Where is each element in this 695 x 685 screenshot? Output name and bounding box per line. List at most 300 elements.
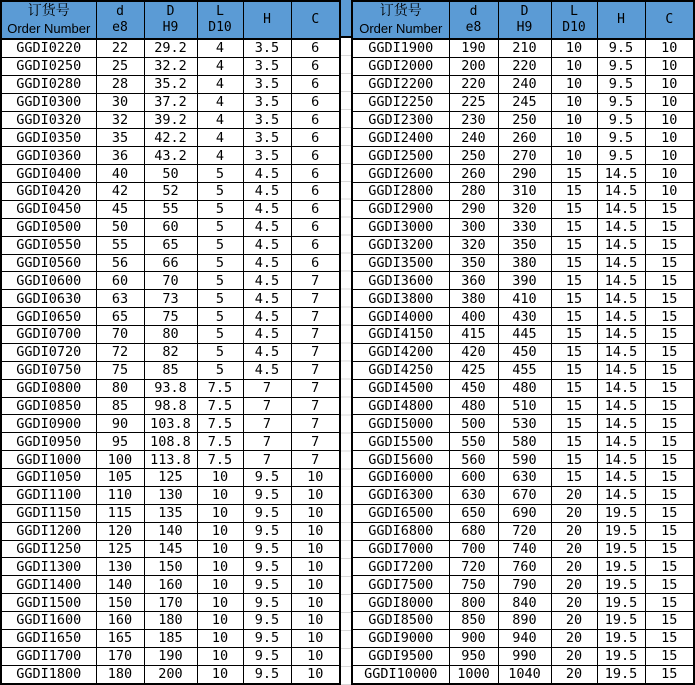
header-order-number-en: Order Number	[359, 20, 443, 36]
value-cell: 480	[498, 379, 551, 397]
value-cell: 19.5	[597, 647, 645, 665]
value-cell: 15	[551, 165, 597, 183]
table-row	[352, 200, 694, 218]
value-cell: 5	[197, 254, 243, 272]
order-number-cell: GGDI3500	[352, 254, 449, 272]
table-row	[352, 308, 694, 326]
value-cell: 15	[645, 594, 694, 612]
header-H	[597, 1, 645, 39]
value-cell: 300	[449, 218, 498, 236]
value-cell: 115	[96, 504, 144, 522]
order-number-cell: GGDI0800	[1, 379, 96, 397]
value-cell: 1000	[449, 665, 498, 684]
table-row	[1, 433, 340, 451]
value-cell: 410	[498, 290, 551, 308]
header-d	[449, 1, 498, 39]
table-row	[1, 486, 340, 504]
value-cell: 95	[96, 433, 144, 451]
value-cell: 100	[96, 451, 144, 469]
order-number-cell: GGDI2400	[352, 129, 449, 147]
value-cell: 330	[498, 218, 551, 236]
value-cell: 4.5	[243, 254, 291, 272]
value-cell: 630	[498, 469, 551, 487]
table-row	[352, 612, 694, 630]
value-cell: 10	[291, 647, 340, 665]
order-number-cell: GGDI3000	[352, 218, 449, 236]
value-cell: 4.5	[243, 361, 291, 379]
value-cell: 7.5	[197, 451, 243, 469]
order-number-cell: GGDI1150	[1, 504, 96, 522]
table-row	[1, 361, 340, 379]
value-cell: 240	[498, 75, 551, 93]
table-gap-header	[341, 0, 351, 38]
order-number-cell: GGDI9500	[352, 647, 449, 665]
table-row	[352, 254, 694, 272]
value-cell: 6	[291, 75, 340, 93]
order-number-cell: GGDI0250	[1, 57, 96, 75]
value-cell: 20	[551, 665, 597, 684]
value-cell: 9.5	[243, 647, 291, 665]
header-L-tolerance: D10	[208, 20, 232, 35]
header-D-tolerance: H9	[516, 20, 533, 35]
value-cell: 450	[498, 343, 551, 361]
value-cell: 9.5	[243, 576, 291, 594]
value-cell: 120	[96, 522, 144, 540]
value-cell: 14.5	[597, 165, 645, 183]
value-cell: 135	[144, 504, 197, 522]
value-cell: 580	[498, 433, 551, 451]
value-cell: 7.5	[197, 379, 243, 397]
table-row	[1, 343, 340, 361]
order-number-cell: GGDI2600	[352, 165, 449, 183]
value-cell: 670	[498, 486, 551, 504]
value-cell: 9.5	[243, 629, 291, 647]
table-row	[1, 504, 340, 522]
value-cell: 45	[96, 200, 144, 218]
table-row	[1, 218, 340, 236]
value-cell: 10	[291, 629, 340, 647]
value-cell: 940	[498, 629, 551, 647]
value-cell: 14.5	[597, 361, 645, 379]
header-order-number-cn: 订货号	[379, 3, 422, 20]
value-cell: 9.5	[597, 75, 645, 93]
value-cell: 9.5	[243, 504, 291, 522]
value-cell: 10	[197, 522, 243, 540]
table-row	[1, 594, 340, 612]
value-cell: 10	[551, 147, 597, 165]
value-cell: 5	[197, 361, 243, 379]
value-cell: 690	[498, 504, 551, 522]
order-number-cell: GGDI9000	[352, 629, 449, 647]
table-row	[1, 165, 340, 183]
table-row	[352, 326, 694, 344]
value-cell: 14.5	[597, 272, 645, 290]
value-cell: 60	[96, 272, 144, 290]
order-number-cell: GGDI1050	[1, 469, 96, 487]
value-cell: 25	[96, 57, 144, 75]
table-gap-gridlines	[341, 38, 351, 685]
value-cell: 6	[291, 236, 340, 254]
value-cell: 7	[243, 433, 291, 451]
value-cell: 73	[144, 290, 197, 308]
value-cell: 10	[291, 486, 340, 504]
order-number-cell: GGDI4250	[352, 361, 449, 379]
table-row	[1, 647, 340, 665]
value-cell: 15	[645, 236, 694, 254]
table-row	[352, 165, 694, 183]
value-cell: 14.5	[597, 397, 645, 415]
table-row	[352, 75, 694, 93]
value-cell: 7	[291, 361, 340, 379]
value-cell: 140	[144, 522, 197, 540]
value-cell: 103.8	[144, 415, 197, 433]
value-cell: 290	[498, 165, 551, 183]
value-cell: 15	[551, 379, 597, 397]
value-cell: 6	[291, 254, 340, 272]
value-cell: 380	[449, 290, 498, 308]
table-row	[352, 486, 694, 504]
value-cell: 270	[498, 147, 551, 165]
value-cell: 6	[291, 57, 340, 75]
value-cell: 450	[449, 379, 498, 397]
value-cell: 10	[645, 75, 694, 93]
value-cell: 4	[197, 93, 243, 111]
value-cell: 15	[645, 576, 694, 594]
value-cell: 3.5	[243, 57, 291, 75]
value-cell: 15	[645, 326, 694, 344]
order-number-cell: GGDI6000	[352, 469, 449, 487]
value-cell: 150	[96, 594, 144, 612]
table-row	[1, 629, 340, 647]
value-cell: 10	[645, 165, 694, 183]
value-cell: 50	[96, 218, 144, 236]
order-number-cell: GGDI5600	[352, 451, 449, 469]
value-cell: 15	[551, 254, 597, 272]
value-cell: 10	[197, 540, 243, 558]
value-cell: 9.5	[243, 665, 291, 684]
value-cell: 250	[449, 147, 498, 165]
header-order-number	[1, 1, 96, 39]
value-cell: 15	[551, 361, 597, 379]
header-d-tolerance: e8	[465, 20, 482, 35]
order-number-cell: GGDI7500	[352, 576, 449, 594]
value-cell: 6	[291, 93, 340, 111]
left-spec-table	[0, 0, 341, 685]
value-cell: 42	[96, 183, 144, 201]
value-cell: 720	[498, 522, 551, 540]
order-number-cell: GGDI1100	[1, 486, 96, 504]
order-number-cell: GGDI1900	[352, 39, 449, 57]
value-cell: 7	[243, 415, 291, 433]
value-cell: 10	[645, 93, 694, 111]
value-cell: 420	[449, 343, 498, 361]
value-cell: 6	[291, 39, 340, 57]
value-cell: 15	[645, 218, 694, 236]
table-row	[352, 522, 694, 540]
value-cell: 10	[551, 39, 597, 57]
order-number-cell: GGDI0600	[1, 272, 96, 290]
value-cell: 700	[449, 540, 498, 558]
value-cell: 530	[498, 415, 551, 433]
value-cell: 15	[551, 326, 597, 344]
value-cell: 5	[197, 200, 243, 218]
table-row	[1, 576, 340, 594]
order-number-cell: GGDI10000	[352, 665, 449, 684]
value-cell: 42.2	[144, 129, 197, 147]
value-cell: 85	[144, 361, 197, 379]
order-number-cell: GGDI1800	[1, 665, 96, 684]
order-number-cell: GGDI2000	[352, 57, 449, 75]
table-row	[1, 111, 340, 129]
value-cell: 3.5	[243, 111, 291, 129]
value-cell: 10	[551, 111, 597, 129]
header-d	[96, 1, 144, 39]
value-cell: 7	[291, 415, 340, 433]
value-cell: 15	[551, 469, 597, 487]
table-row	[352, 361, 694, 379]
table-row	[352, 397, 694, 415]
header-D-tolerance: H9	[162, 20, 179, 35]
value-cell: 10	[197, 469, 243, 487]
value-cell: 6	[291, 111, 340, 129]
value-cell: 350	[449, 254, 498, 272]
value-cell: 480	[449, 397, 498, 415]
table-row	[352, 218, 694, 236]
value-cell: 4	[197, 39, 243, 57]
order-number-cell: GGDI6500	[352, 504, 449, 522]
value-cell: 3.5	[243, 75, 291, 93]
value-cell: 4.5	[243, 272, 291, 290]
order-number-cell: GGDI0950	[1, 433, 96, 451]
value-cell: 10	[551, 75, 597, 93]
value-cell: 7	[291, 397, 340, 415]
value-cell: 550	[449, 433, 498, 451]
value-cell: 15	[551, 290, 597, 308]
value-cell: 5	[197, 326, 243, 344]
order-number-cell: GGDI0900	[1, 415, 96, 433]
table-row	[352, 665, 694, 684]
value-cell: 15	[551, 451, 597, 469]
order-number-cell: GGDI0560	[1, 254, 96, 272]
value-cell: 15	[551, 236, 597, 254]
right-table-header	[352, 1, 694, 39]
value-cell: 10	[197, 629, 243, 647]
value-cell: 180	[96, 665, 144, 684]
value-cell: 14.5	[597, 308, 645, 326]
value-cell: 10	[197, 594, 243, 612]
value-cell: 10	[197, 647, 243, 665]
value-cell: 9.5	[243, 540, 291, 558]
value-cell: 10	[291, 522, 340, 540]
value-cell: 10	[197, 612, 243, 630]
value-cell: 65	[144, 236, 197, 254]
order-number-cell: GGDI7000	[352, 540, 449, 558]
table-row	[352, 469, 694, 487]
order-number-cell: GGDI0850	[1, 397, 96, 415]
header-row	[352, 1, 694, 39]
table-row	[352, 57, 694, 75]
value-cell: 19.5	[597, 665, 645, 684]
value-cell: 5	[197, 218, 243, 236]
value-cell: 510	[498, 397, 551, 415]
value-cell: 9.5	[243, 522, 291, 540]
value-cell: 7.5	[197, 397, 243, 415]
value-cell: 165	[96, 629, 144, 647]
value-cell: 10	[291, 540, 340, 558]
value-cell: 15	[645, 486, 694, 504]
header-L	[551, 1, 597, 39]
value-cell: 14.5	[597, 236, 645, 254]
order-number-cell: GGDI6300	[352, 486, 449, 504]
value-cell: 9.5	[597, 129, 645, 147]
value-cell: 350	[498, 236, 551, 254]
header-row	[1, 1, 340, 39]
value-cell: 800	[449, 594, 498, 612]
value-cell: 4.5	[243, 326, 291, 344]
value-cell: 9.5	[243, 469, 291, 487]
left-table-body	[1, 39, 340, 684]
order-number-cell: GGDI4000	[352, 308, 449, 326]
value-cell: 60	[144, 218, 197, 236]
value-cell: 630	[449, 486, 498, 504]
value-cell: 4.5	[243, 200, 291, 218]
order-number-cell: GGDI1650	[1, 629, 96, 647]
order-number-cell: GGDI1000	[1, 451, 96, 469]
value-cell: 10	[645, 183, 694, 201]
value-cell: 50	[144, 165, 197, 183]
value-cell: 4	[197, 147, 243, 165]
order-number-cell: GGDI1400	[1, 576, 96, 594]
left-table-header	[1, 1, 340, 39]
value-cell: 43.2	[144, 147, 197, 165]
value-cell: 160	[144, 576, 197, 594]
value-cell: 3.5	[243, 39, 291, 57]
value-cell: 14.5	[597, 451, 645, 469]
value-cell: 15	[645, 469, 694, 487]
value-cell: 80	[96, 379, 144, 397]
value-cell: 65	[96, 308, 144, 326]
table-row	[352, 558, 694, 576]
value-cell: 5	[197, 343, 243, 361]
value-cell: 20	[551, 629, 597, 647]
value-cell: 840	[498, 594, 551, 612]
table-gap-column	[341, 0, 351, 685]
order-number-cell: GGDI1300	[1, 558, 96, 576]
value-cell: 320	[498, 200, 551, 218]
value-cell: 9.5	[243, 594, 291, 612]
value-cell: 15	[645, 200, 694, 218]
table-row	[1, 75, 340, 93]
table-row	[352, 236, 694, 254]
value-cell: 14.5	[597, 218, 645, 236]
table-row	[1, 308, 340, 326]
value-cell: 220	[449, 75, 498, 93]
value-cell: 455	[498, 361, 551, 379]
value-cell: 10	[551, 129, 597, 147]
value-cell: 20	[551, 540, 597, 558]
order-number-cell: GGDI2250	[352, 93, 449, 111]
value-cell: 20	[551, 486, 597, 504]
value-cell: 32	[96, 111, 144, 129]
table-row	[1, 558, 340, 576]
value-cell: 280	[449, 183, 498, 201]
value-cell: 15	[551, 415, 597, 433]
table-row	[352, 594, 694, 612]
value-cell: 14.5	[597, 415, 645, 433]
header-C-symbol: C	[311, 11, 320, 27]
order-number-cell: GGDI3800	[352, 290, 449, 308]
order-number-cell: GGDI0550	[1, 236, 96, 254]
value-cell: 15	[551, 218, 597, 236]
value-cell: 4	[197, 111, 243, 129]
value-cell: 14.5	[597, 200, 645, 218]
value-cell: 740	[498, 540, 551, 558]
value-cell: 360	[449, 272, 498, 290]
order-number-cell: GGDI0220	[1, 39, 96, 57]
table-row	[352, 415, 694, 433]
value-cell: 7	[291, 451, 340, 469]
value-cell: 790	[498, 576, 551, 594]
value-cell: 28	[96, 75, 144, 93]
order-number-cell: GGDI4150	[352, 326, 449, 344]
value-cell: 14.5	[597, 254, 645, 272]
value-cell: 600	[449, 469, 498, 487]
order-number-cell: GGDI0650	[1, 308, 96, 326]
header-d-symbol: d	[116, 3, 124, 19]
value-cell: 5	[197, 290, 243, 308]
value-cell: 10	[197, 504, 243, 522]
value-cell: 950	[449, 647, 498, 665]
value-cell: 19.5	[597, 612, 645, 630]
table-row	[1, 290, 340, 308]
value-cell: 200	[449, 57, 498, 75]
order-number-cell: GGDI1250	[1, 540, 96, 558]
value-cell: 4.5	[243, 290, 291, 308]
value-cell: 240	[449, 129, 498, 147]
value-cell: 160	[96, 612, 144, 630]
value-cell: 15	[645, 308, 694, 326]
table-row	[1, 665, 340, 684]
value-cell: 19.5	[597, 629, 645, 647]
table-row	[352, 111, 694, 129]
value-cell: 3.5	[243, 129, 291, 147]
table-row	[1, 129, 340, 147]
value-cell: 200	[144, 665, 197, 684]
table-row	[1, 183, 340, 201]
order-number-cell: GGDI4500	[352, 379, 449, 397]
value-cell: 170	[96, 647, 144, 665]
value-cell: 35	[96, 129, 144, 147]
value-cell: 210	[498, 39, 551, 57]
order-number-cell: GGDI7200	[352, 558, 449, 576]
value-cell: 36	[96, 147, 144, 165]
value-cell: 425	[449, 361, 498, 379]
table-row	[1, 415, 340, 433]
value-cell: 14.5	[597, 486, 645, 504]
value-cell: 14.5	[597, 433, 645, 451]
table-row	[1, 93, 340, 111]
table-row	[1, 522, 340, 540]
value-cell: 230	[449, 111, 498, 129]
value-cell: 37.2	[144, 93, 197, 111]
table-row	[352, 93, 694, 111]
value-cell: 290	[449, 200, 498, 218]
value-cell: 15	[645, 379, 694, 397]
value-cell: 14.5	[597, 326, 645, 344]
value-cell: 35.2	[144, 75, 197, 93]
table-row	[1, 272, 340, 290]
order-number-cell: GGDI0420	[1, 183, 96, 201]
